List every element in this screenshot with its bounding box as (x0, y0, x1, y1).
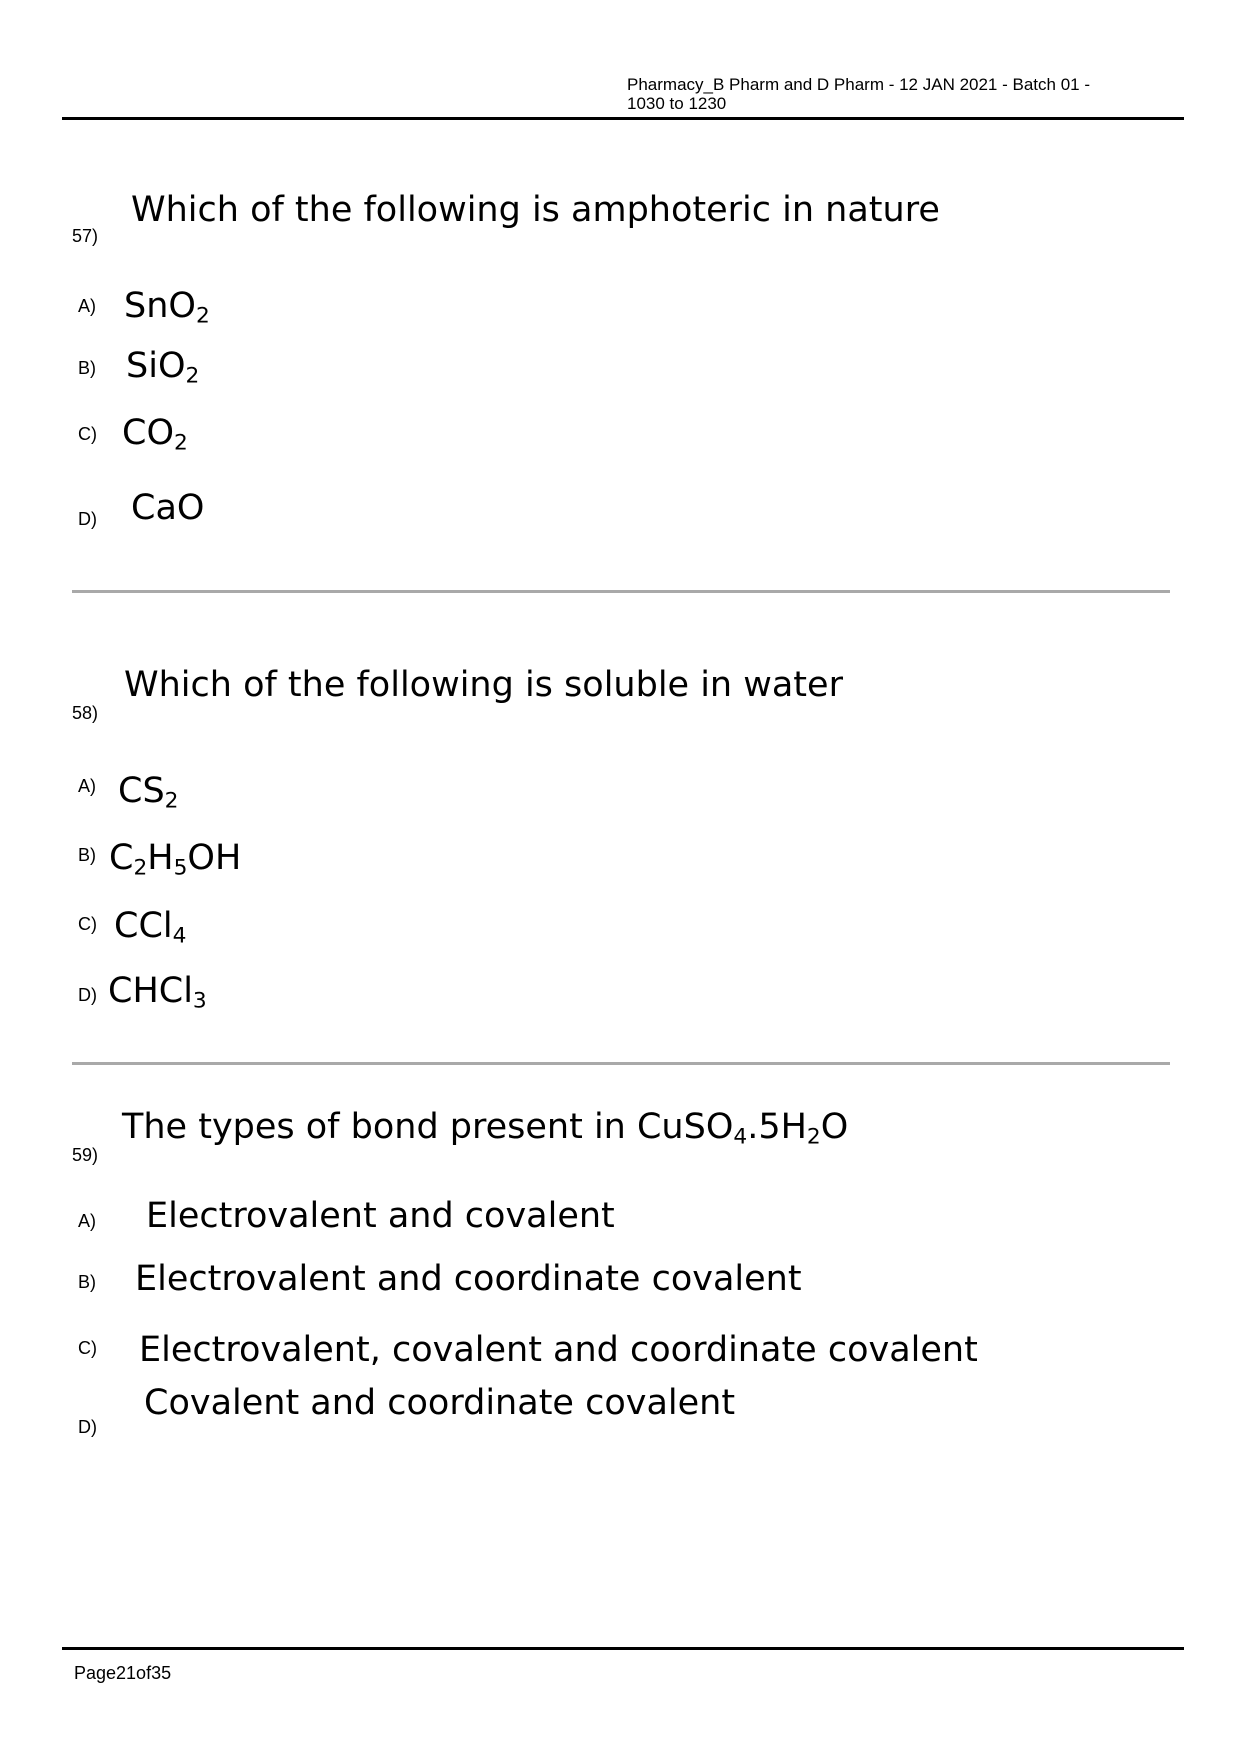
option-text: CaO (131, 488, 205, 528)
question-text: The types of bond present in $CuSO_4.5H_2O$ (122, 1107, 849, 1150)
option-label: B) (78, 845, 96, 865)
option-label: B) (78, 358, 96, 378)
question-separator (72, 1062, 1170, 1065)
option-label: C) (78, 914, 97, 934)
page-number: Page21of35 (74, 1663, 172, 1683)
header-line-2: 1030 to 1230 (627, 94, 727, 113)
option-text: $CS_2$ (118, 771, 179, 814)
option-text: CCl$_4$ (114, 906, 187, 949)
question-number: 58) (72, 703, 99, 723)
option-text: SiO$_2$ (126, 346, 200, 389)
option-label: D) (78, 1417, 97, 1437)
page-header (627, 75, 1147, 113)
option-text: SnO$_2$ (124, 286, 210, 329)
option-label: A) (78, 776, 96, 796)
question-number: 59) (72, 1145, 99, 1165)
option-label: A) (78, 1211, 96, 1231)
option-text: Electrovalent, covalent and coordinate covalent (139, 1330, 978, 1370)
option-label: A) (78, 296, 96, 316)
option-text: Covalent and coordinate covalent (144, 1383, 736, 1423)
question-text: Which of the following is amphoteric in nature (131, 190, 940, 230)
header-line-1: Pharmacy_B Pharm and D Pharm - 12 JAN 2021 - Batch 01 - (627, 75, 1090, 94)
option-text: CHCl$_3$ (108, 971, 207, 1014)
option-label: D) (78, 985, 97, 1005)
question-separator (72, 590, 1170, 593)
footer-rule (62, 1647, 1184, 1650)
option-label: D) (78, 509, 97, 529)
question-number: 57) (72, 226, 99, 246)
option-text: Electrovalent and covalent (146, 1196, 615, 1236)
header-rule (62, 117, 1184, 120)
option-label: B) (78, 1272, 96, 1292)
question-text: Which of the following is soluble in water (124, 665, 843, 705)
option-label: C) (78, 424, 97, 444)
option-text: $C_2H_5OH$ (109, 838, 242, 881)
option-label: C) (78, 1338, 97, 1358)
option-text: Electrovalent and coordinate covalent (135, 1259, 802, 1299)
option-text: $CO_2$ (122, 413, 188, 456)
